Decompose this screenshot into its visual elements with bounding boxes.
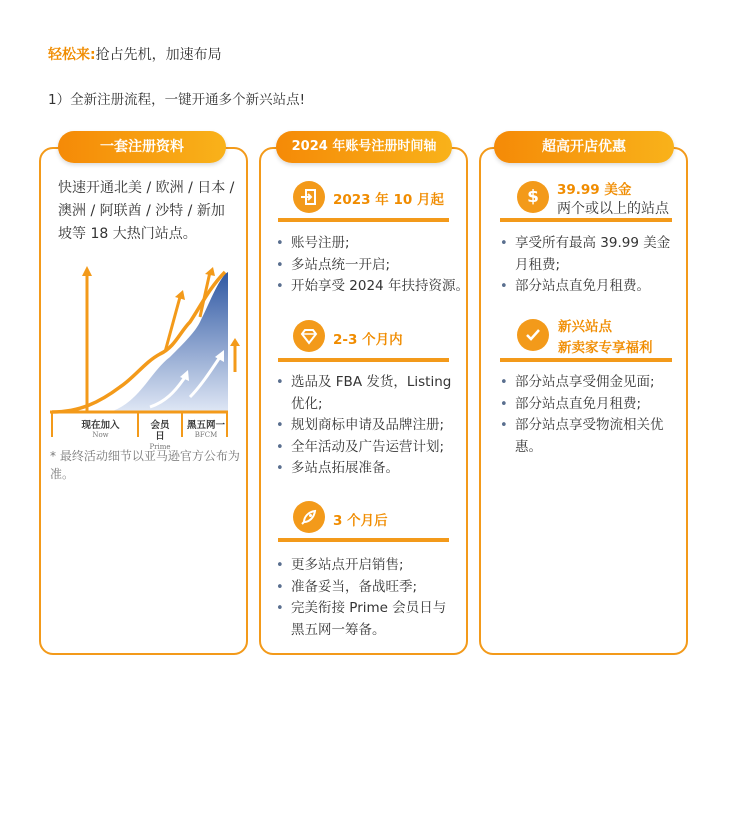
list-item: • 部分站点享受佣金见面; <box>500 372 680 394</box>
list-item: • 开始享受 2024 年扶持资源。 <box>276 276 466 298</box>
pill-offers: 超高开店优惠 <box>494 131 674 163</box>
pill-registration: 一套注册资料 <box>58 131 226 163</box>
divider <box>278 538 449 542</box>
list-item: • 准备妥当，备战旺季; <box>276 577 456 599</box>
timeline-section-1-list <box>276 233 469 298</box>
list-item: • 多站点拓展准备。 <box>276 458 456 480</box>
offer-1-subtitle: 两个或以上的站点 <box>557 201 669 217</box>
list-item: • 部分站点直免月租费。 <box>500 276 680 298</box>
timeline-section-2-list <box>276 372 456 480</box>
growth-chart-illustration <box>50 262 240 442</box>
rocket-icon <box>293 501 325 533</box>
dollar-icon: $ <box>517 181 549 213</box>
list-item: • 账号注册; <box>276 233 466 255</box>
sign-in-icon <box>293 181 325 213</box>
divider <box>500 218 672 222</box>
offer-2-title: 新兴站点 <box>558 319 612 335</box>
timeline-label-bfcm: 黑五网一 <box>186 420 225 431</box>
timeline-label-now: 现在加入 <box>81 420 120 431</box>
list-item: • 完美衔接 Prime 会员日与黑五网一筹备。 <box>276 598 456 641</box>
check-icon <box>517 319 549 351</box>
timeline-sub-bfcm: BFCM <box>194 431 218 439</box>
divider <box>278 218 449 222</box>
diamond-icon <box>293 320 325 352</box>
timeline-section-2-title: 2-3 个月内 <box>333 332 403 348</box>
list-item: • 规划商标申请及品牌注册; <box>276 415 456 437</box>
offer-1-list <box>500 233 680 298</box>
divider <box>500 358 672 362</box>
list-item: • 部分站点直免月租费; <box>500 394 680 416</box>
offer-2-subtitle: 新卖家专享福利 <box>558 340 653 356</box>
timeline-sub-now: Now <box>92 431 109 439</box>
timeline-section-1-title: 2023 年 10 月起 <box>333 192 444 208</box>
disclaimer-note: * 最终活动细节以亚马逊官方公布为准。 <box>50 449 240 481</box>
title-highlight: 轻松来: <box>48 47 96 63</box>
list-item: • 全年活动及广告运营计划; <box>276 437 456 459</box>
registration-description: 快速开通北美 / 欧洲 / 日本 / 澳洲 / 阿联酋 / 沙特 / 新加坡等 18 大热门站点。 <box>58 180 235 242</box>
offer-2-list <box>500 372 680 458</box>
list-item: • 更多站点开启销售; <box>276 555 456 577</box>
timeline-section-3-list <box>276 555 456 641</box>
page-title <box>48 44 222 64</box>
divider <box>278 358 449 362</box>
section-subtitle: 1）全新注册流程，一键开通多个新兴站点! <box>48 92 306 108</box>
list-item: • 多站点统一开启; <box>276 255 466 277</box>
list-item: • 享受所有最高 39.99 美金月租费; <box>500 233 680 276</box>
list-item: • 部分站点享受物流相关优惠。 <box>500 415 680 458</box>
timeline-section-3-title: 3 个月后 <box>333 513 388 529</box>
timeline-label-prime: 会员日 <box>150 420 170 442</box>
pill-timeline: 2024 年账号注册时间轴 <box>276 131 452 163</box>
timeline-sub-prime: Prime <box>149 443 171 451</box>
offer-1-title: 39.99 美金 <box>557 182 632 198</box>
title-rest: 抢占先机，加速布局 <box>95 47 222 63</box>
list-item: • 选品及 FBA 发货，Listing 优化; <box>276 372 456 415</box>
